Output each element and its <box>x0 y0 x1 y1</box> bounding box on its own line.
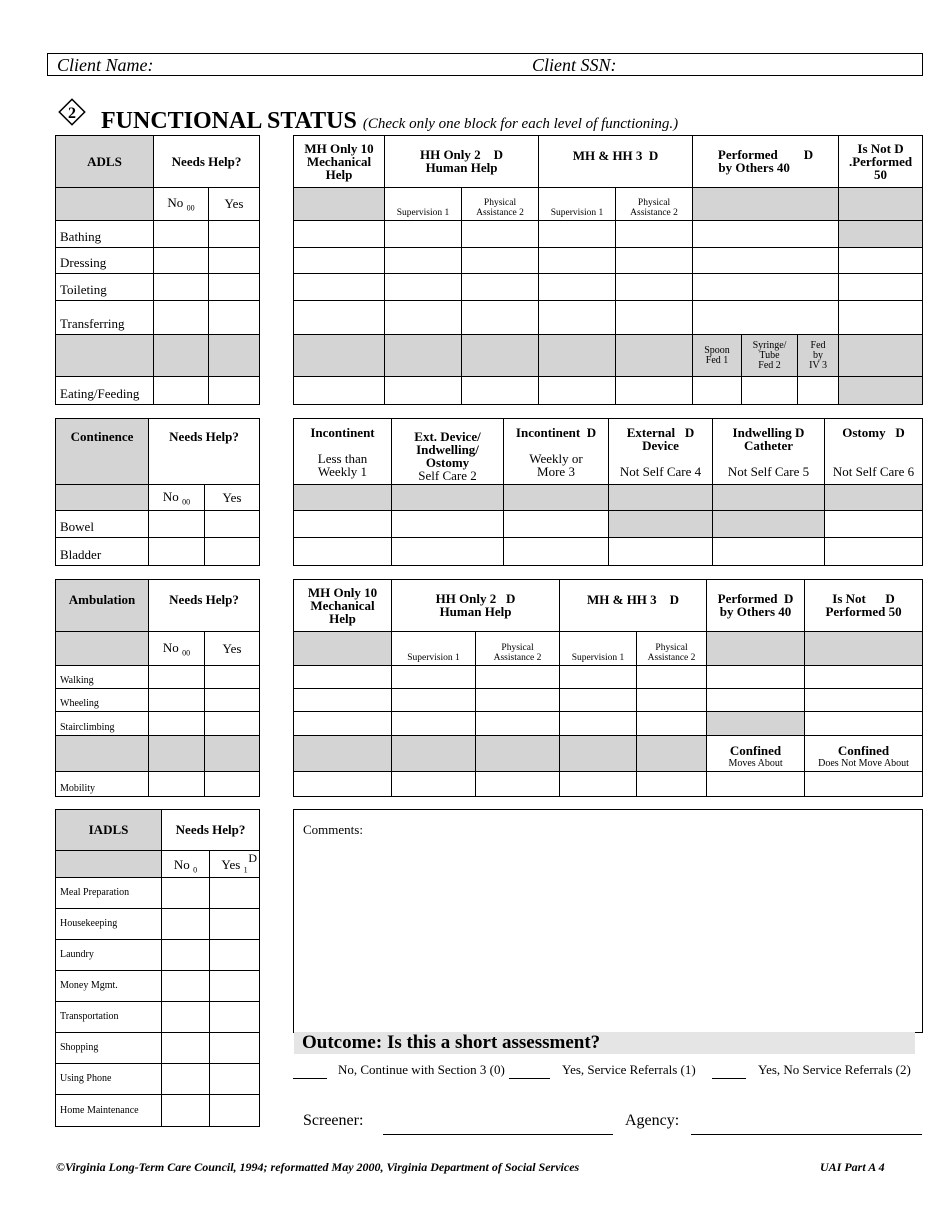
client-ssn-label: Client SSN: <box>532 55 617 75</box>
adl-cell[interactable] <box>693 301 839 335</box>
ambulation-cell[interactable] <box>560 772 637 797</box>
hh-physical-header: Physical Assistance 2 <box>476 632 560 666</box>
option-yes-no-referrals-label: Yes, No Service Referrals (2) <box>758 1062 911 1077</box>
row-label-home-maintenance: Home Maintenance <box>56 1095 162 1127</box>
checkbox-bowel-no[interactable] <box>149 511 205 538</box>
indwelling-catheter-header: Indwelling D Catheter Not Self Care 5 <box>713 419 825 485</box>
adl-cell[interactable] <box>539 248 616 274</box>
adl-cell[interactable] <box>839 274 923 301</box>
checkbox-meal-yes[interactable] <box>210 878 260 909</box>
no-header: No $_{00}$ <box>154 188 209 221</box>
option-yes-referrals-label: Yes, Service Referrals (1) <box>562 1062 696 1077</box>
hh-only-header: HH Only 2 D Human Help <box>385 136 539 188</box>
checkbox-housekeeping-no[interactable] <box>162 909 210 940</box>
client-info-bar <box>47 53 923 76</box>
adl-cell[interactable] <box>462 377 539 405</box>
row-label-wheeling: Wheeling <box>56 689 149 712</box>
client-name-label: Client Name: <box>57 55 154 75</box>
adl-cell[interactable] <box>693 248 839 274</box>
no-header: No $_{00}$ <box>149 485 205 511</box>
mh-only-header: MH Only 10 Mechanical Help <box>294 136 385 188</box>
footer-page: UAI Part A 4 <box>820 1160 885 1174</box>
outcome-question: Outcome: Is this a short assessment? <box>294 1032 915 1054</box>
no-header: No $_{00}$ <box>149 632 205 666</box>
checkbox-bathing-yes[interactable] <box>209 221 260 248</box>
continence-cell[interactable] <box>504 538 609 566</box>
checkbox-phone-no[interactable] <box>162 1064 210 1095</box>
option-no-blank[interactable] <box>293 1078 327 1079</box>
continence-level-table <box>293 418 923 566</box>
adl-cell[interactable] <box>385 274 462 301</box>
checkbox-stairclimbing-no[interactable] <box>149 712 205 736</box>
checkbox-phone-yes[interactable] <box>210 1064 260 1095</box>
continence-cell[interactable] <box>392 538 504 566</box>
row-label-mobility: Mobility <box>56 772 149 797</box>
checkbox-bathing-no[interactable] <box>154 221 209 248</box>
hh-supervision-header: Supervision 1 <box>385 188 462 221</box>
adls-needs-table <box>55 135 260 405</box>
iadls-header: IADLS <box>56 810 162 851</box>
adl-cell[interactable] <box>616 221 693 248</box>
screener-label: Screener: <box>303 1112 364 1129</box>
adl-cell[interactable] <box>616 274 693 301</box>
iadls-table <box>55 809 260 1127</box>
adl-cell[interactable] <box>742 377 798 405</box>
screener-field[interactable] <box>383 1134 613 1135</box>
adl-cell[interactable] <box>385 221 462 248</box>
ambulation-cell[interactable] <box>805 772 923 797</box>
hh-physical-header: Physical Assistance 2 <box>462 188 539 221</box>
ambulation-cell[interactable] <box>294 666 392 689</box>
checkbox-transportation-yes[interactable] <box>210 1002 260 1033</box>
adl-cell[interactable] <box>294 221 385 248</box>
row-label-shopping: Shopping <box>56 1033 162 1064</box>
ambulation-cell[interactable] <box>560 689 637 712</box>
needs-help-header: Needs Help? <box>149 419 260 485</box>
adl-cell[interactable] <box>839 248 923 274</box>
checkbox-laundry-no[interactable] <box>162 940 210 971</box>
option-no-label: No, Continue with Section 3 (0) <box>338 1062 505 1077</box>
checkbox-wheeling-yes[interactable] <box>205 689 260 712</box>
adl-cell[interactable] <box>294 274 385 301</box>
needs-help-header: Needs Help? <box>162 810 260 851</box>
continence-needs-table <box>55 418 260 566</box>
ambulation-cell[interactable] <box>637 772 707 797</box>
checkbox-walking-no[interactable] <box>149 666 205 689</box>
ambulation-cell[interactable] <box>476 712 560 736</box>
section-title-text: FUNCTIONAL STATUS <box>101 108 357 134</box>
row-label-eating-feeding: Eating/Feeding <box>56 377 154 405</box>
checkbox-toileting-yes[interactable] <box>209 274 260 301</box>
row-label-housekeeping: Housekeeping <box>56 909 162 940</box>
mhhh-supervision-header: Supervision 1 <box>539 188 616 221</box>
row-label-using-phone: Using Phone <box>56 1064 162 1095</box>
checkbox-transferring-yes[interactable] <box>209 301 260 335</box>
continence-cell[interactable] <box>392 511 504 538</box>
yes-header: Yes <box>209 188 260 221</box>
ambulation-cell[interactable] <box>392 712 476 736</box>
comments-box[interactable] <box>293 809 923 1033</box>
external-device-header: External D Device Not Self Care 4 <box>609 419 713 485</box>
hh-only-header: HH Only 2 D Human Help <box>392 580 560 632</box>
confined-moves-about-header: Confined Moves About <box>707 736 805 772</box>
checkbox-shopping-no[interactable] <box>162 1033 210 1064</box>
ambulation-cell[interactable] <box>476 666 560 689</box>
checkbox-shopping-yes[interactable] <box>210 1033 260 1064</box>
checkbox-transportation-no[interactable] <box>162 1002 210 1033</box>
ambulation-cell[interactable] <box>476 772 560 797</box>
checkbox-money-yes[interactable] <box>210 971 260 1002</box>
continence-cell[interactable] <box>825 538 923 566</box>
checkbox-home-no[interactable] <box>162 1095 210 1127</box>
mh-hh-header: MH & HH 3 D <box>539 136 693 188</box>
mhhh-supervision-header: Supervision 1 <box>560 632 637 666</box>
yes-header: D Yes $_1$ <box>210 851 260 878</box>
hh-supervision-header: Supervision 1 <box>392 632 476 666</box>
checkbox-transferring-no[interactable] <box>154 301 209 335</box>
row-label-toileting: Toileting <box>56 274 154 301</box>
syringe-tube-fed-header: Syringe/ Tube Fed 2 <box>742 335 798 377</box>
checkbox-laundry-yes[interactable] <box>210 940 260 971</box>
ambulation-cell[interactable] <box>637 689 707 712</box>
adl-cell[interactable] <box>294 248 385 274</box>
ambulation-cell[interactable] <box>560 666 637 689</box>
row-label-meal-preparation: Meal Preparation <box>56 878 162 909</box>
checkbox-dressing-no[interactable] <box>154 248 209 274</box>
row-label-money-mgmt: Money Mgmt. <box>56 971 162 1002</box>
checkbox-bowel-yes[interactable] <box>205 511 260 538</box>
adl-cell[interactable] <box>693 274 839 301</box>
checkbox-meal-no[interactable] <box>162 878 210 909</box>
ambulation-level-table <box>293 579 923 797</box>
section-title <box>101 108 678 135</box>
adl-cell[interactable] <box>798 377 839 405</box>
checkbox-dressing-yes[interactable] <box>209 248 260 274</box>
performed-by-others-header: Performed D by Others 40 <box>707 580 805 632</box>
option-yes-no-referrals-blank[interactable] <box>712 1078 746 1079</box>
adl-cell[interactable] <box>616 301 693 335</box>
row-label-dressing: Dressing <box>56 248 154 274</box>
checkbox-mobility-yes[interactable] <box>205 772 260 797</box>
adl-cell[interactable] <box>693 221 839 248</box>
checkbox-eating-no[interactable] <box>154 377 209 405</box>
is-not-performed-header: Is Not D .Performed 50 <box>839 136 923 188</box>
checkbox-home-yes[interactable] <box>210 1095 260 1127</box>
ambulation-cell[interactable] <box>707 666 805 689</box>
continence-cell[interactable] <box>294 538 392 566</box>
checkbox-eating-yes[interactable] <box>209 377 260 405</box>
ambulation-cell[interactable] <box>392 772 476 797</box>
spoon-fed-header: Spoon Fed 1 <box>693 335 742 377</box>
adl-cell[interactable] <box>385 377 462 405</box>
adl-cell[interactable] <box>693 377 742 405</box>
ambulation-cell[interactable] <box>805 666 923 689</box>
ambulation-cell[interactable] <box>805 689 923 712</box>
ambulation-cell[interactable] <box>294 772 392 797</box>
adl-cell[interactable] <box>616 377 693 405</box>
comments-label: Comments: <box>303 822 363 837</box>
adls-level-table <box>293 135 923 405</box>
continence-cell[interactable] <box>713 538 825 566</box>
yes-header: Yes <box>205 485 260 511</box>
ambulation-cell[interactable] <box>476 689 560 712</box>
checkbox-money-no[interactable] <box>162 971 210 1002</box>
section-number: 2 <box>68 105 76 122</box>
row-label-bowel: Bowel <box>56 511 149 538</box>
ambulation-cell[interactable] <box>294 689 392 712</box>
agency-field[interactable] <box>691 1134 922 1135</box>
checkbox-bladder-no[interactable] <box>149 538 205 566</box>
adls-header: ADLS <box>56 136 154 188</box>
section-instruction: (Check only one block for each level of functioning.) <box>362 116 679 132</box>
checkbox-walking-yes[interactable] <box>205 666 260 689</box>
ext-device-header: Ext. Device/ Indwelling/ Ostomy Self Care 2 <box>392 419 504 485</box>
adl-cell[interactable] <box>462 301 539 335</box>
ambulation-cell[interactable] <box>637 666 707 689</box>
checkbox-mobility-no[interactable] <box>149 772 205 797</box>
row-label-laundry: Laundry <box>56 940 162 971</box>
row-label-walking: Walking <box>56 666 149 689</box>
fed-by-iv-header: Fed by IV 3 <box>798 335 839 377</box>
checkbox-toileting-no[interactable] <box>154 274 209 301</box>
checkbox-stairclimbing-yes[interactable] <box>205 712 260 736</box>
footer-copyright: ©Virginia Long-Term Care Council, 1994; reformatted May 2000, Virginia Department of Social Services <box>56 1160 580 1174</box>
adl-cell[interactable] <box>385 301 462 335</box>
mh-hh-header: MH & HH 3 D <box>560 580 707 632</box>
row-label-stairclimbing: Stairclimbing <box>56 712 149 736</box>
mhhh-physical-header: Physical Assistance 2 <box>637 632 707 666</box>
row-label-bladder: Bladder <box>56 538 149 566</box>
adl-cell[interactable] <box>539 221 616 248</box>
ambulation-cell[interactable] <box>707 689 805 712</box>
needs-help-header: Needs Help? <box>154 136 260 188</box>
ambulation-cell[interactable] <box>294 712 392 736</box>
needs-help-header: Needs Help? <box>149 580 260 632</box>
adl-cell[interactable] <box>539 377 616 405</box>
ambulation-cell[interactable] <box>560 712 637 736</box>
adl-cell[interactable] <box>294 301 385 335</box>
option-yes-referrals-blank[interactable] <box>509 1078 550 1079</box>
no-header: No $_0$ <box>162 851 210 878</box>
continence-header: Continence <box>56 419 149 485</box>
row-label-bathing: Bathing <box>56 221 154 248</box>
row-label-transportation: Transportation <box>56 1002 162 1033</box>
checkbox-housekeeping-yes[interactable] <box>210 909 260 940</box>
checkbox-bladder-yes[interactable] <box>205 538 260 566</box>
is-not-performed-header: Is Not D Performed 50 <box>805 580 923 632</box>
yes-header: Yes <box>205 632 260 666</box>
adl-cell[interactable] <box>462 221 539 248</box>
mhhh-physical-header: Physical Assistance 2 <box>616 188 693 221</box>
performed-by-others-header: Performed D by Others 40 <box>693 136 839 188</box>
continence-cell[interactable] <box>825 511 923 538</box>
ambulation-header: Ambulation <box>56 580 149 632</box>
ambulation-cell[interactable] <box>805 712 923 736</box>
adl-cell[interactable] <box>294 377 385 405</box>
continence-cell[interactable] <box>609 538 713 566</box>
ambulation-cell[interactable] <box>707 772 805 797</box>
continence-cell[interactable] <box>294 511 392 538</box>
ambulation-cell[interactable] <box>392 689 476 712</box>
adl-cell[interactable] <box>539 274 616 301</box>
ambulation-cell[interactable] <box>637 712 707 736</box>
adl-cell[interactable] <box>616 248 693 274</box>
continence-cell[interactable] <box>504 511 609 538</box>
incontinent-more-header: Incontinent D Weekly or More 3 <box>504 419 609 485</box>
checkbox-wheeling-no[interactable] <box>149 689 205 712</box>
ostomy-header: Ostomy D Not Self Care 6 <box>825 419 923 485</box>
incontinent-weekly-header: Incontinent Less than Weekly 1 <box>294 419 392 485</box>
ambulation-needs-table <box>55 579 260 797</box>
confined-not-moves-header: Confined Does Not Move About <box>805 736 923 772</box>
adl-cell[interactable] <box>462 248 539 274</box>
row-label-transferring: Transferring <box>56 301 154 335</box>
adl-cell[interactable] <box>385 248 462 274</box>
ambulation-cell[interactable] <box>392 666 476 689</box>
agency-label: Agency: <box>625 1112 680 1129</box>
adl-cell[interactable] <box>462 274 539 301</box>
section-number-badge-icon <box>57 97 87 127</box>
mh-only-header: MH Only 10 Mechanical Help <box>294 580 392 632</box>
adl-cell[interactable] <box>839 301 923 335</box>
adl-cell[interactable] <box>539 301 616 335</box>
